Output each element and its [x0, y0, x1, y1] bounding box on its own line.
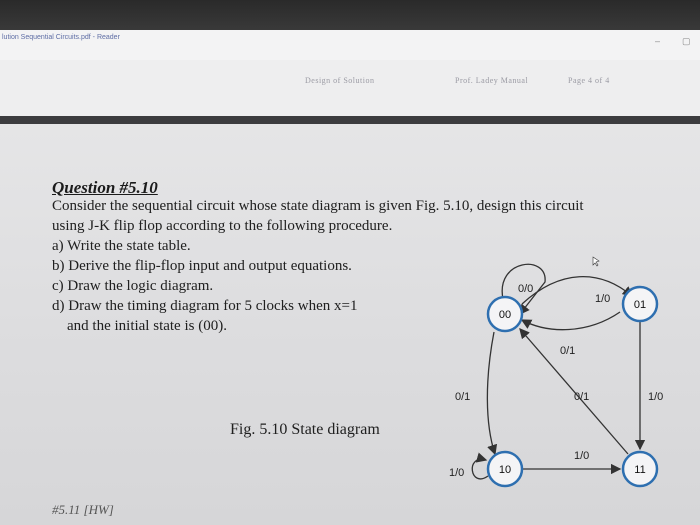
label-00-self: 0/0 [518, 283, 534, 295]
state-11-label: 11 [634, 464, 646, 476]
question-line-7: and the initial state is (00). [67, 318, 227, 334]
state-00 [488, 297, 522, 331]
state-11 [623, 452, 657, 486]
header-faint-right: Page 4 of 4 [568, 76, 610, 85]
title-bar [0, 30, 700, 61]
state-00-label: 00 [498, 309, 512, 321]
edge-10-self [472, 459, 488, 479]
question-title: Question #5.10 [52, 178, 158, 197]
header-faint-left: Design of Solution [305, 76, 375, 85]
state-01 [623, 287, 657, 321]
restore-icon[interactable]: ▢ [682, 36, 691, 46]
question-line-4: b) Derive the flip-flop input and output equations. [52, 258, 352, 274]
label-11-to-00: 0/1 [574, 391, 590, 403]
question-line-5: c) Draw the logic diagram. [52, 278, 214, 294]
page-header-strip [0, 60, 700, 116]
minimize-icon[interactable]: – [655, 36, 661, 46]
edge-00-to-01 [522, 277, 632, 304]
label-00-to-01: 1/0 [595, 293, 611, 305]
question-line-1: Consider the sequential circuit whose state diagram is given Fig. 5.10, design this circuit [52, 198, 584, 214]
question-line-2: using J-K flip flop according to the following procedure. [52, 218, 393, 234]
label-01-to-00: 0/1 [560, 345, 576, 357]
state-diagram [0, 124, 700, 525]
header-faint-mid: Prof. Ladey Manual [455, 76, 529, 85]
state-01-label: 01 [633, 299, 647, 311]
figure-caption: Fig. 5.10 State diagram [230, 421, 380, 438]
label-01-to-11: 1/0 [648, 391, 664, 403]
document-page [0, 124, 700, 525]
mouse-cursor-icon [593, 257, 599, 266]
label-00-to-10: 0/1 [455, 391, 471, 403]
state-10 [488, 452, 522, 486]
reader-window [0, 30, 700, 525]
question-line-6: d) Draw the timing diagram for 5 clocks when x=1 [52, 298, 358, 314]
next-question-heading: #5.11 [HW] [52, 502, 114, 517]
edge-01-to-00 [522, 312, 620, 330]
label-10-self: 1/0 [449, 467, 465, 479]
photo-background [0, 0, 700, 34]
state-10-label: 10 [498, 464, 512, 476]
window-title: lution Sequential Circuits.pdf - Reader [2, 34, 120, 41]
label-10-to-11: 1/0 [574, 450, 590, 462]
edge-00-to-10 [487, 332, 495, 454]
page-divider [0, 116, 700, 124]
question-line-3: a) Write the state table. [52, 238, 191, 254]
